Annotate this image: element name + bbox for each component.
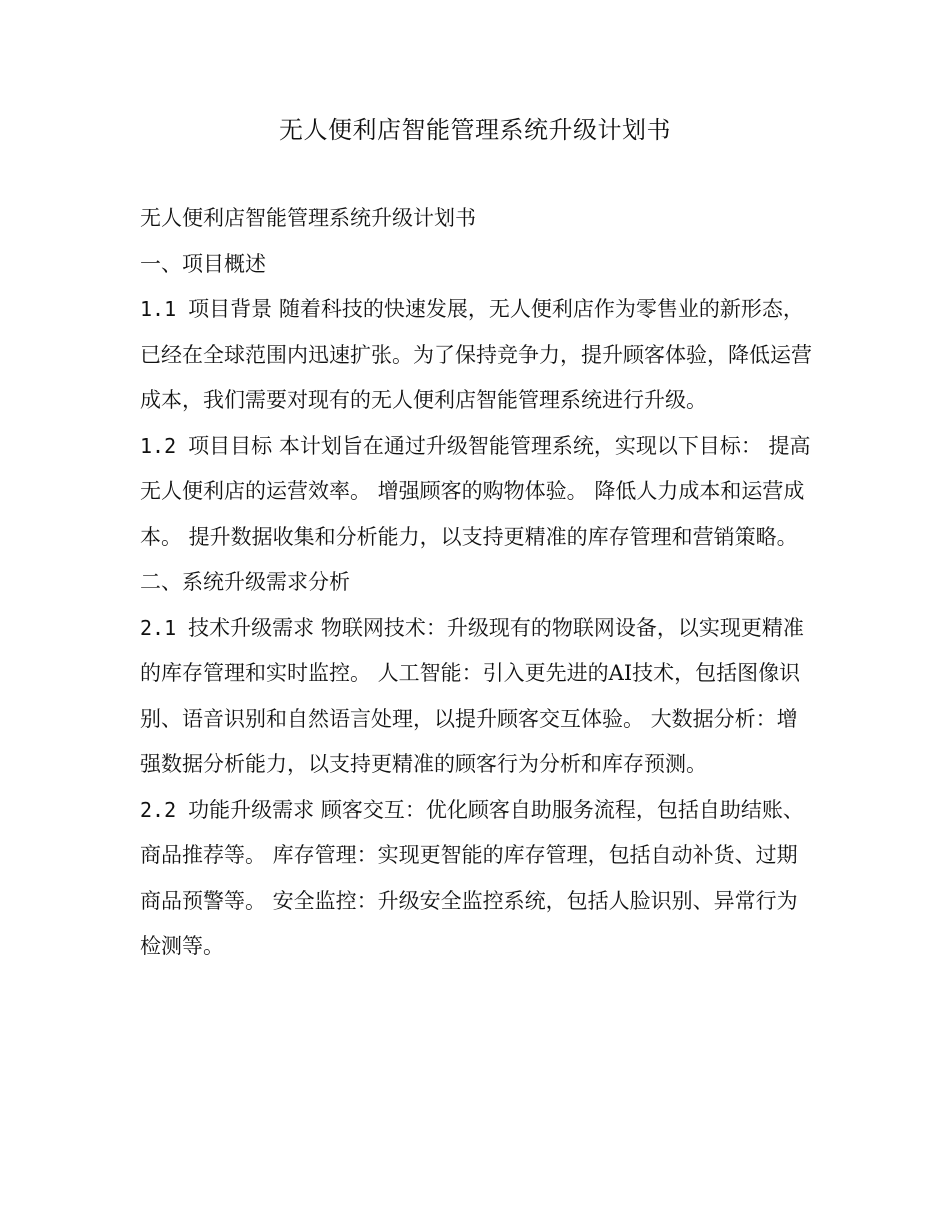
paragraph-1-2 [140, 424, 812, 561]
document-body [140, 196, 812, 970]
paragraph-text: 项目目标 本计划旨在通过升级智能管理系统，实现以下目标： 提高无人便利店的运营效率。 增强顾客的购物体验。 降低人力成本和运营成本。 提升数据收集和分析能力，以支持更精准的库存管理和营销策略。 [140, 433, 811, 549]
paragraph-text: 功能升级需求 顾客交互：优化顾客自助服务流程，包括自助结账、商品推荐等。 库存管理：实现更智能的库存管理，包括自动补货、过期商品预警等。 安全监控：升级安全监控系统，包括人脸识别、异常行为检测等。 [140, 797, 804, 958]
paragraph-text: 项目背景 随着科技的快速发展，无人便利店作为零售业的新形态，已经在全球范围内迅速扩张。为了保持竞争力，提升顾客体验，降低运营成本，我们需要对现有的无人便利店智能管理系统进行升级。 [140, 297, 812, 412]
paragraph-2-1 [140, 606, 812, 788]
paragraph-number: 1.1 [140, 297, 189, 321]
paragraph-text: 无人便利店智能管理系统升级计划书 [140, 206, 476, 230]
paragraph-number: 2.1 [140, 615, 189, 640]
paragraph-number: 1.2 [140, 433, 189, 458]
section-heading [140, 242, 812, 288]
section-heading [140, 560, 812, 606]
paragraph-2-2 [140, 788, 812, 970]
paragraph-text: 一、项目概述 [140, 251, 266, 276]
paragraph-text: 二、系统升级需求分析 [140, 570, 350, 594]
document-title: 无人便利店智能管理系统升级计划书 [279, 116, 671, 144]
paragraph-number: 2.2 [140, 797, 189, 822]
subtitle-paragraph [140, 196, 812, 242]
paragraph-text: 技术升级需求 物联网技术：升级现有的物联网设备，以实现更精准的库存管理和实时监控。 人工智能：引入更先进的AI技术，包括图像识别、语音识别和自然语言处理，以提升顾客交互体验。 大数据分析：增强数据分析能力，以支持更精准的顾客行为分析和库存预测。 [140, 615, 804, 776]
paragraph-1-1 [140, 287, 812, 424]
